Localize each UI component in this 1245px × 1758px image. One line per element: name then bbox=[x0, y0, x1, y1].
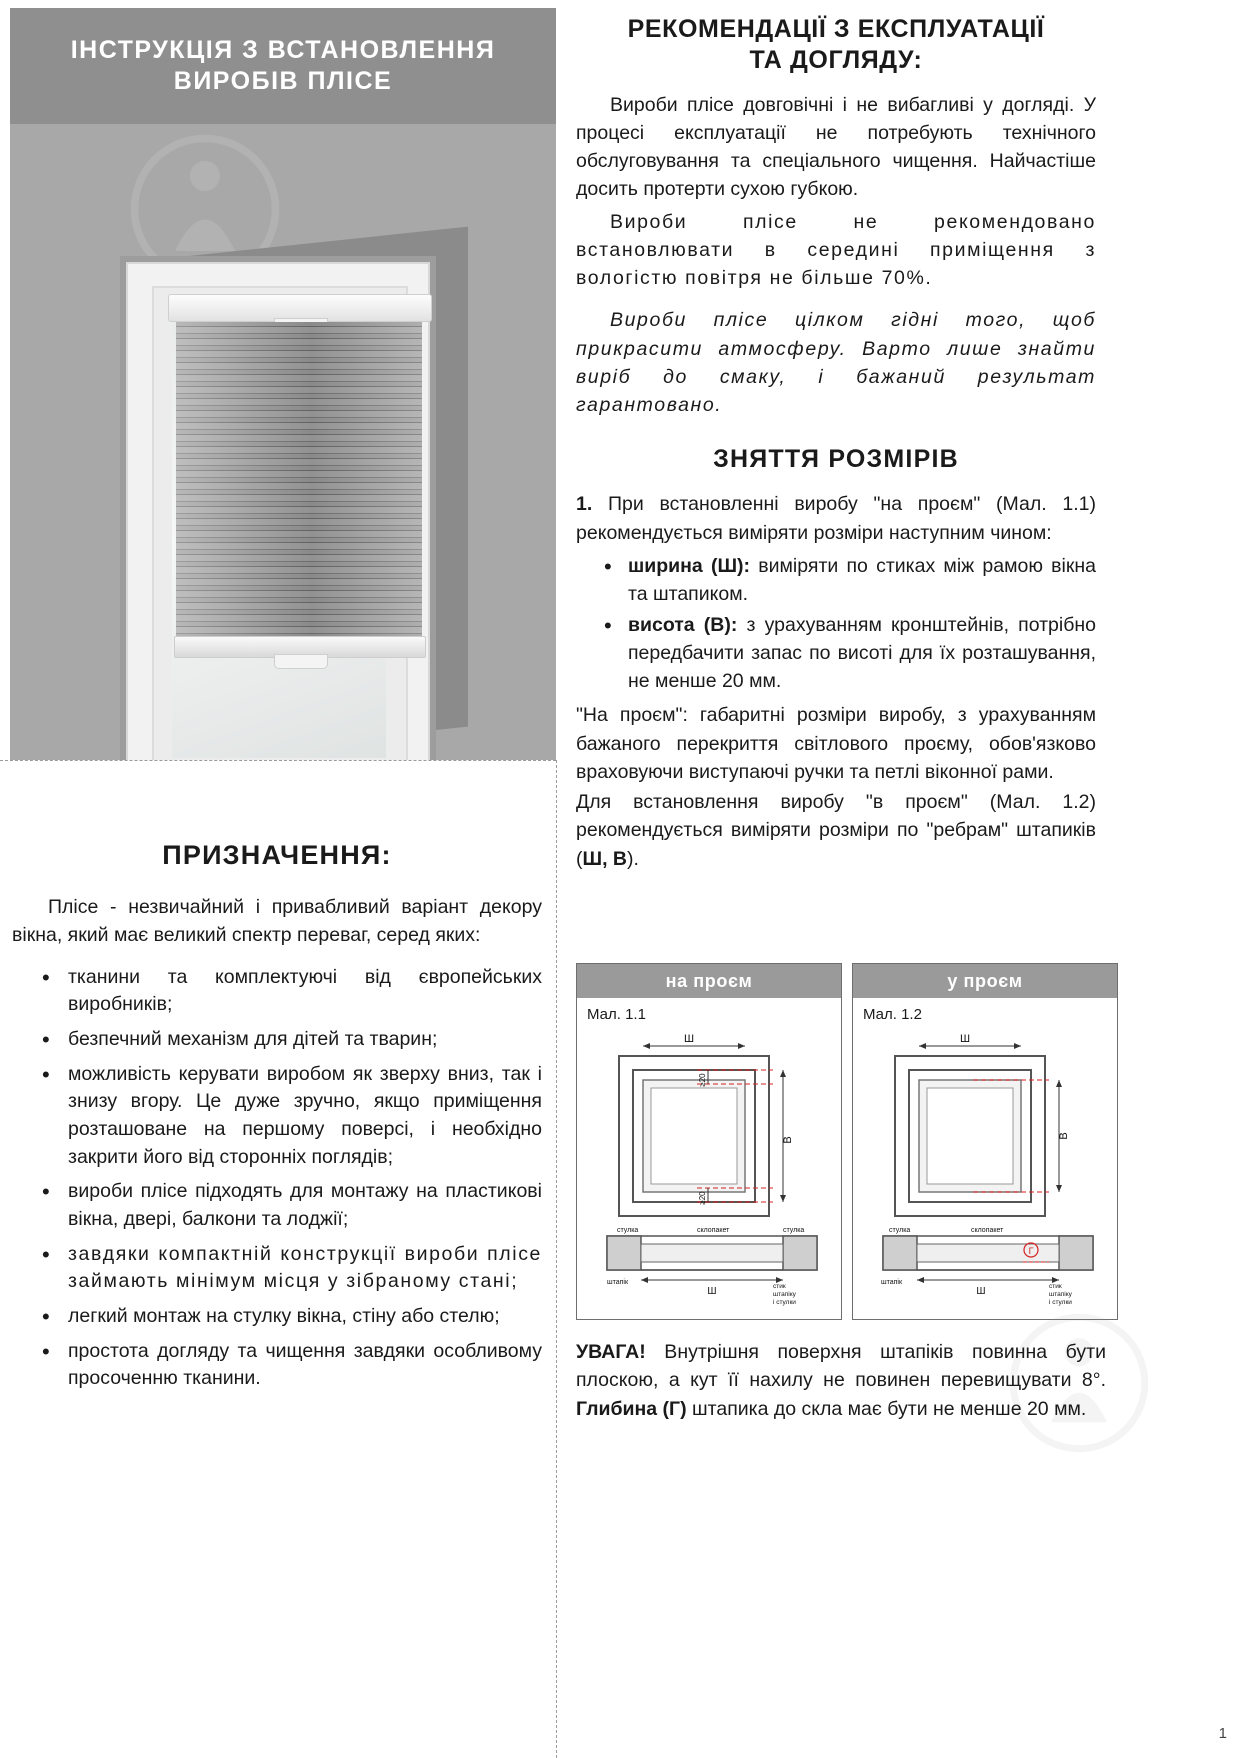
recommendations-para-3: Вироби пліcе цілком гідні того, щоб прикрасити атмосферу. Варто лише знайти виріб до смаку, і бажаний результат гарантовано. bbox=[576, 309, 1096, 417]
horizontal-divider bbox=[0, 760, 556, 761]
page-number: 1 bbox=[1218, 1725, 1227, 1742]
svg-text:склопакет: склопакет bbox=[697, 1227, 730, 1234]
vertical-divider bbox=[556, 760, 557, 1758]
svg-text:стулка: стулка bbox=[783, 1227, 805, 1234]
svg-text:Ш: Ш bbox=[707, 1286, 717, 1297]
svg-text:штапіку: штапіку bbox=[1049, 1291, 1072, 1298]
warning-bold-mid: Глибина (Г) bbox=[576, 1397, 687, 1420]
purpose-lead: Пліcе - незвичайний і привабливий варіант декору вікна, який має великий спектр переваг, серед яких: bbox=[12, 896, 542, 947]
list-item: • тканини та комплектуючі від європейських виробників; bbox=[12, 964, 542, 1019]
list-item bbox=[576, 612, 1096, 695]
svg-text:стик: стик bbox=[773, 1283, 786, 1290]
list-item bbox=[576, 553, 1096, 608]
warning-block bbox=[576, 1338, 1106, 1423]
bullet-label: висота (В): bbox=[628, 614, 738, 637]
figures-row bbox=[576, 963, 1118, 1318]
list-item: • простота догляду та чищення завдяки особливому просоченню тканини. bbox=[12, 1338, 542, 1393]
purpose-list bbox=[12, 964, 542, 1394]
right-column bbox=[576, 14, 1096, 873]
figure-caption: у проєм bbox=[853, 964, 1117, 998]
svg-text:і стулки: і стулки bbox=[773, 1299, 796, 1306]
instruction-header-band bbox=[10, 8, 556, 124]
svg-text:В: В bbox=[782, 1136, 794, 1144]
svg-text:штапіку: штапіку bbox=[773, 1291, 796, 1298]
measurement-note-2: Для встановлення виробу "в проєм" (Мал. 1.2) рекомендується виміряти розміри по "ребрам" штапиків (Ш, В). bbox=[576, 791, 1096, 870]
figure-1-1-drawing bbox=[577, 1022, 843, 1312]
warning-text-pre: Внутрішня поверхня штапіків повинна бути плоскою, а кут її нахилу не повинен перевищувати 8°. bbox=[576, 1341, 1106, 1392]
list-item: • можливість керувати виробом як зверху вниз, так і знизу вгору. Це дуже зручно, якщо приміщення розташоване на першому поверсі, і необхідно закрити його від сторонніх поглядів; bbox=[12, 1061, 542, 1172]
figure-number: Мал. 1.2 bbox=[863, 1006, 922, 1023]
bullet-text: з урахуванням кронштейнів, потрібно передбачити запас по висоті для їх розташування, не менше 20 мм. bbox=[628, 614, 1097, 692]
recommendations-para-1: Вироби пліcе довговічні і не вибагливі у догляді. У процесі експлуатації не потребують технічного обслуговування та спеціального чищення. Найчастіше досить протерти сухою губкою. bbox=[576, 93, 1096, 201]
figure-number: Мал. 1.1 bbox=[587, 1006, 646, 1023]
figure-na-proem bbox=[576, 963, 842, 1320]
measurement-note-1: "На проєм": габаритні розміри виробу, з урахуванням бажаного перекриття світлового проєму, обов'язково враховуючи виступаючі ручки та петлі віконної рами. bbox=[576, 704, 1096, 783]
svg-text:Ш: Ш bbox=[683, 1033, 695, 1045]
left-column bbox=[0, 0, 556, 1758]
step-text: При встановленні виробу "на проєм" (Мал. 1.1) рекомендується виміряти розміри наступним чином: bbox=[576, 493, 1096, 544]
purpose-section bbox=[12, 840, 542, 1400]
svg-text:Ш: Ш bbox=[959, 1033, 971, 1045]
list-item: • безпечний механізм для дітей та тварин; bbox=[12, 1026, 542, 1054]
svg-text:штапік: штапік bbox=[607, 1279, 629, 1286]
figure-1-2-drawing bbox=[853, 1022, 1119, 1312]
bullet-text: виміряти по стиках між рамою вікна та штапиком. bbox=[628, 554, 1097, 605]
warning-label: УВАГА! bbox=[576, 1341, 646, 1363]
svg-text:стик: стик bbox=[1049, 1283, 1062, 1290]
step-number: 1. bbox=[576, 493, 593, 516]
svg-text:склопакет: склопакет bbox=[971, 1227, 1004, 1234]
recommendations-para-2: Вироби пліcе не рекомендовано встановлювати в середині приміщення з вологістю повітря не більше 70%. bbox=[576, 210, 1096, 290]
list-item: • вироби пліcе підходять для монтажу на пластикові вікна, двері, балкони та лоджії; bbox=[12, 1178, 542, 1233]
svg-text:≥20: ≥20 bbox=[698, 1073, 707, 1087]
figure-u-proem bbox=[852, 963, 1118, 1320]
purpose-title: ПРИЗНАЧЕННЯ: bbox=[162, 840, 392, 870]
svg-text:стулка: стулка bbox=[889, 1227, 911, 1234]
header-line-2: ВИРОБІВ ПЛІСЕ bbox=[173, 67, 393, 95]
svg-text:Г: Г bbox=[1028, 1246, 1034, 1256]
header-line-1: ІНСТРУКЦІЯ З ВСТАНОВЛЕННЯ bbox=[70, 35, 496, 64]
svg-text:штапік: штапік bbox=[881, 1279, 903, 1286]
svg-text:і стулки: і стулки bbox=[1049, 1299, 1072, 1306]
svg-text:Ш: Ш bbox=[976, 1286, 986, 1297]
bullet-label: ширина (Ш): bbox=[628, 554, 751, 577]
figure-caption: на проєм bbox=[577, 964, 841, 998]
svg-text:стулка: стулка bbox=[617, 1227, 639, 1234]
svg-text:≥20: ≥20 bbox=[698, 1191, 707, 1205]
measurement-title: ЗНЯТТЯ РОЗМІРІВ bbox=[713, 445, 959, 474]
recommendations-title-line1: РЕКОМЕНДАЦІЇ З ЕКСПЛУАТАЦІЇ bbox=[627, 15, 1045, 43]
recommendations-title-line2: ТА ДОГЛЯДУ: bbox=[749, 46, 923, 75]
list-item: • завдяки компактній конструкції вироби пліcе займають мінімум місця у зібраному стані; bbox=[12, 1241, 542, 1296]
measurement-bullets bbox=[576, 553, 1096, 695]
measurement-step-1 bbox=[576, 490, 1096, 547]
warning-text-post: штапика до скла має бути не менше 20 мм. bbox=[686, 1397, 1087, 1420]
product-photo bbox=[10, 124, 556, 760]
window-illustration bbox=[98, 244, 428, 714]
list-item: • легкий монтаж на стулку вікна, стіну або стелю; bbox=[12, 1303, 542, 1331]
svg-text:В: В bbox=[1058, 1132, 1070, 1140]
